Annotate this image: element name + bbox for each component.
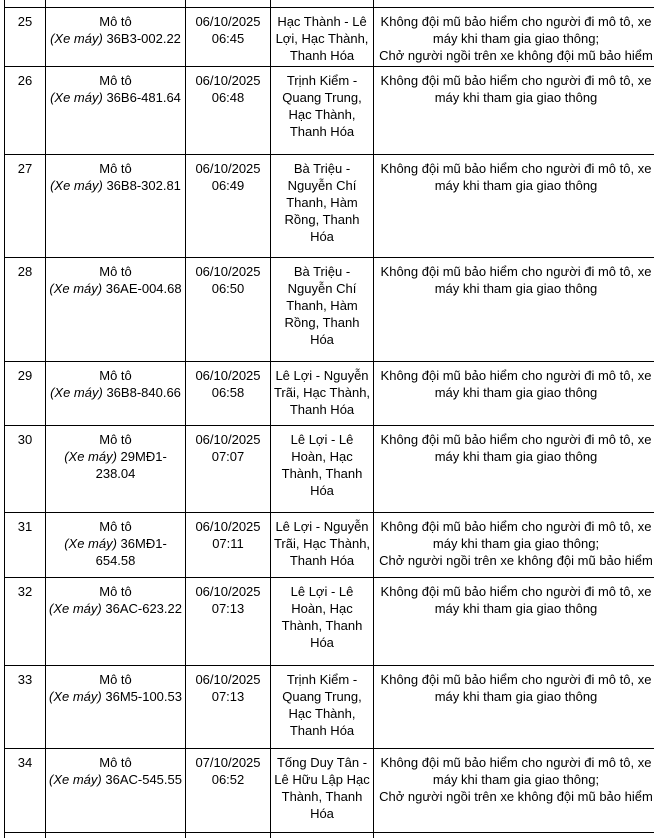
cell-location [271,749,374,833]
violation-location: Hạc Thành - Lê Lợi, Hạc Thành, Thanh Hóa [275,14,369,63]
cell-row-number [5,67,46,155]
violation-time: 06:48 [211,90,245,105]
cell-datetime [186,155,271,258]
violation-description: Không đội mũ bảo hiểm cho người đi mô tô, xe máy khi tham gia giao thông [380,161,652,193]
cell-datetime [186,749,271,833]
vehicle-plate-line [48,535,183,569]
cell-vehicle [46,749,186,833]
cell-location [271,155,374,258]
violation-description: Chở người ngồi trên xe không đội mũ bảo hiểm [379,553,653,568]
vehicle-plate: 36AC-545.55 [105,772,182,787]
violation-time: 07:07 [211,449,245,464]
cell-violation [374,666,654,749]
vehicle-type: Mô tô [99,432,132,447]
vehicle-plate-line [48,280,183,297]
cell-location [271,426,374,513]
empty-cell [46,833,186,838]
vehicle-plate: 29MĐ1-238.04 [95,449,167,481]
vehicle-plate-line [48,771,183,788]
empty-cell [5,833,46,838]
violation-description: Không đội mũ bảo hiểm cho người đi mô tô, xe máy khi tham gia giao thông [380,368,652,400]
cell-violation [374,578,654,666]
cell-location [271,666,374,749]
cell-row-number [5,513,46,578]
vehicle-plate-line [48,30,183,47]
violation-table-row [5,8,654,67]
row-number: 34 [17,755,33,770]
violation-date: 06/10/2025 [195,672,261,687]
violation-time: 06:45 [211,31,245,46]
cell-vehicle [46,155,186,258]
vehicle-kind-note: (Xe máy) [64,449,117,464]
empty-cell [374,833,654,838]
violation-description: Chở người ngồi trên xe không đội mũ bảo hiểm [379,48,653,63]
cell-violation [374,749,654,833]
row-number: 32 [17,584,33,599]
cell-vehicle [46,8,186,67]
vehicle-plate-line [48,384,183,401]
vehicle-kind-note: (Xe máy) [50,178,103,193]
violation-location: Tống Duy Tân - Lê Hữu Lập Hạc Thành, Thanh Hóa [274,755,370,821]
vehicle-kind-note: (Xe máy) [49,281,103,296]
cell-violation [374,67,654,155]
violation-location: Lê Lợi - Nguyễn Trãi, Hạc Thành, Thanh Hóa [273,368,371,417]
empty-cell [271,0,374,8]
cell-violation [374,155,654,258]
vehicle-kind-note: (Xe máy) [64,536,117,551]
cell-datetime [186,578,271,666]
violation-table-row [5,749,654,833]
violation-location: Lê Lợi - Lê Hoàn, Hạc Thành, Thanh Hóa [281,584,363,650]
cell-row-number [5,426,46,513]
cell-vehicle [46,666,186,749]
cell-violation [374,513,654,578]
cell-datetime [186,258,271,362]
vehicle-plate: 36MĐ1-654.58 [95,536,167,568]
vehicle-plate: 36B8-840.66 [106,385,181,400]
vehicle-kind-note: (Xe máy) [49,689,102,704]
violation-description: Không đội mũ bảo hiểm cho người đi mô tô, xe máy khi tham gia giao thông; [380,755,652,787]
violation-table-row [5,426,654,513]
cell-row-number [5,258,46,362]
cell-row-number [5,8,46,67]
violation-date: 06/10/2025 [195,14,261,29]
violation-table-row [5,666,654,749]
vehicle-plate: 36B3-002.22 [106,31,181,46]
cell-violation [374,362,654,426]
vehicle-type: Mô tô [99,755,132,770]
cell-vehicle [46,513,186,578]
cell-vehicle [46,578,186,666]
cell-location [271,513,374,578]
violation-description: Không đội mũ bảo hiểm cho người đi mô tô, xe máy khi tham gia giao thông; [380,519,652,551]
vehicle-plate-line [48,177,183,194]
violation-description: Không đội mũ bảo hiểm cho người đi mô tô, xe máy khi tham gia giao thông [380,73,652,105]
cell-vehicle [46,67,186,155]
cell-location [271,258,374,362]
violation-table-row [5,155,654,258]
vehicle-kind-note: (Xe máy) [50,31,103,46]
vehicle-plate: 36AC-623.22 [105,601,182,616]
vehicle-type: Mô tô [99,73,132,88]
cell-vehicle [46,426,186,513]
cell-location [271,8,374,67]
row-number: 29 [17,368,33,383]
vehicle-type: Mô tô [99,14,132,29]
violation-location: Bà Triệu - Nguyễn Chí Thanh, Hàm Rồng, Thanh Hóa [284,264,360,347]
violation-table-row [5,362,654,426]
cell-datetime [186,8,271,67]
row-number: 31 [17,519,33,534]
empty-cell [186,0,271,8]
row-number: 28 [17,264,33,279]
violation-time: 07:13 [211,689,245,704]
violation-description: Không đội mũ bảo hiểm cho người đi mô tô, xe máy khi tham gia giao thông [380,672,652,704]
violation-time: 06:49 [211,178,245,193]
violation-date: 06/10/2025 [195,73,261,88]
violation-table-row [5,67,654,155]
cell-datetime [186,67,271,155]
empty-cell [186,833,271,838]
violation-date: 06/10/2025 [195,519,261,534]
cell-location [271,67,374,155]
violation-location: Lê Lợi - Lê Hoàn, Hạc Thành, Thanh Hóa [281,432,363,498]
cell-row-number [5,749,46,833]
row-number: 30 [17,432,33,447]
vehicle-kind-note: (Xe máy) [50,90,103,105]
empty-cell [46,0,186,8]
cell-location [271,578,374,666]
cell-datetime [186,666,271,749]
cell-row-number [5,666,46,749]
vehicle-type: Mô tô [99,519,132,534]
violation-table-row [5,258,654,362]
partial-row-top [5,0,654,8]
cell-row-number [5,578,46,666]
cell-row-number [5,155,46,258]
violation-time: 06:52 [211,772,245,787]
cell-row-number [5,362,46,426]
cell-datetime [186,513,271,578]
vehicle-plate: 36AE-004.68 [105,281,182,296]
violation-date: 06/10/2025 [195,161,261,176]
cell-location [271,362,374,426]
vehicle-kind-note: (Xe máy) [49,772,102,787]
cell-vehicle [46,362,186,426]
violation-description: Chở người ngồi trên xe không đội mũ bảo hiểm [379,789,653,804]
empty-cell [374,0,654,8]
vehicle-plate: 36B8-302.81 [106,178,181,193]
vehicle-plate-line [48,89,183,106]
violation-date: 06/10/2025 [195,264,261,279]
violation-date: 07/10/2025 [195,755,261,770]
violation-description: Không đội mũ bảo hiểm cho người đi mô tô, xe máy khi tham gia giao thông [380,264,652,296]
cell-vehicle [46,258,186,362]
cell-datetime [186,426,271,513]
cell-violation [374,258,654,362]
empty-cell [5,0,46,8]
violation-time: 07:13 [211,601,245,616]
violation-description: Không đội mũ bảo hiểm cho người đi mô tô, xe máy khi tham gia giao thông [380,432,652,464]
vehicle-plate: 36M5-100.53 [105,689,182,704]
row-number: 33 [17,672,33,687]
violation-table-row [5,513,654,578]
violation-time: 06:58 [211,385,245,400]
violation-location: Lê Lợi - Nguyễn Trãi, Hạc Thành, Thanh Hóa [273,519,371,568]
vehicle-plate-line [48,448,183,482]
row-number: 26 [17,73,33,88]
vehicle-type: Mô tô [99,672,132,687]
violation-location: Trịnh Kiểm - Quang Trung, Hạc Thành, Thanh Hóa [282,73,362,139]
partial-row-bottom [5,833,654,838]
cell-violation [374,426,654,513]
vehicle-kind-note: (Xe máy) [49,601,102,616]
vehicle-plate-line [48,600,183,617]
vehicle-kind-note: (Xe máy) [50,385,103,400]
cell-violation [374,8,654,67]
vehicle-type: Mô tô [99,368,132,383]
cell-datetime [186,362,271,426]
violation-date: 06/10/2025 [195,368,261,383]
vehicle-type: Mô tô [99,264,132,279]
vehicle-plate: 36B6-481.64 [106,90,181,105]
violation-location: Trịnh Kiểm - Quang Trung, Hạc Thành, Thanh Hóa [282,672,362,738]
violation-location: Bà Triệu - Nguyễn Chí Thanh, Hàm Rồng, Thanh Hóa [284,161,360,244]
vehicle-type: Mô tô [99,161,132,176]
empty-cell [271,833,374,838]
violation-table-row [5,578,654,666]
violation-date: 06/10/2025 [195,432,261,447]
violation-description: Không đội mũ bảo hiểm cho người đi mô tô, xe máy khi tham gia giao thông; [380,14,652,46]
vehicle-plate-line [48,688,183,705]
violation-time: 07:11 [212,536,244,551]
row-number: 25 [17,14,33,29]
violations-table [4,0,654,838]
vehicle-type: Mô tô [99,584,132,599]
violation-time: 06:50 [211,281,245,296]
violation-description: Không đội mũ bảo hiểm cho người đi mô tô, xe máy khi tham gia giao thông [380,584,652,616]
violation-date: 06/10/2025 [195,584,261,599]
row-number: 27 [17,161,33,176]
